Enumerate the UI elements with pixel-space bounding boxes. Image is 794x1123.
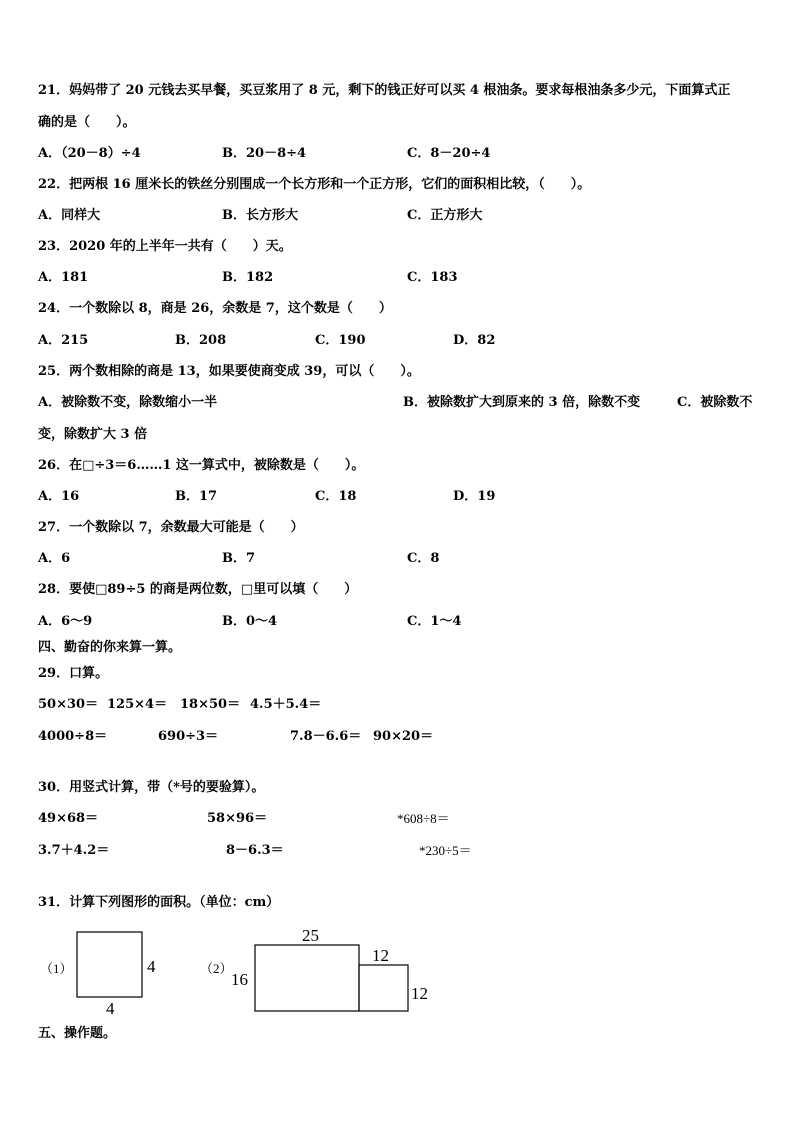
fig1-side-right: 4 bbox=[147, 957, 156, 976]
q25-option-c-start: C．被除数不 bbox=[677, 395, 753, 410]
q25-stem: 25．两个数相除的商是 13，如果要使商变成 39，可以（ ）。 bbox=[38, 364, 420, 379]
q29-row1-item3: 18×50＝ bbox=[180, 697, 241, 712]
q28-stem: 28．要使□89÷5 的商是两位数，□里可以填（ ） bbox=[38, 582, 358, 597]
q28-option-a: A．6～9 bbox=[38, 614, 93, 629]
q24-option-c: C．190 bbox=[315, 333, 366, 348]
q29-row2-item4: 90×20＝ bbox=[373, 729, 434, 744]
q25-option-c-end: 变，除数扩大 3 倍 bbox=[38, 427, 148, 442]
q24-option-d: D．82 bbox=[453, 333, 496, 348]
q29-row1-item4: 4.5＋5.4＝ bbox=[250, 697, 322, 712]
q30-row1-item1: 49×68＝ bbox=[38, 811, 99, 826]
q27-option-b: B．7 bbox=[222, 551, 256, 566]
fig2-small-top: 12 bbox=[372, 946, 389, 965]
q27-option-a: A．6 bbox=[38, 551, 71, 566]
q29-row2-item3: 7.8－6.6＝ bbox=[290, 729, 362, 744]
q26-option-a: A．16 bbox=[38, 489, 80, 504]
q30-row2-item2: 8－6.3＝ bbox=[226, 843, 284, 858]
fig2-large-rectangle bbox=[255, 945, 359, 1011]
q26-option-d: D．19 bbox=[453, 489, 496, 504]
section-5-heading: 五、操作题。 bbox=[38, 1026, 117, 1041]
q28-option-b: B．0～4 bbox=[222, 614, 278, 629]
q22-stem: 22．把两根 16 厘米长的铁丝分别围成一个长方形和一个正方形，它们的面积相比较，（ ）。 bbox=[38, 177, 591, 192]
section-4-heading: 四、勤奋的你来算一算。 bbox=[38, 640, 182, 655]
q26-stem: 26．在□÷3＝6……1 这一算式中，被除数是（ ）。 bbox=[38, 458, 365, 473]
q25-option-a: A．被除数不变，除数缩小一半 bbox=[38, 395, 218, 410]
q26-option-b: B．17 bbox=[175, 489, 218, 504]
q22-option-c: C．正方形大 bbox=[407, 208, 483, 223]
q27-option-c: C．8 bbox=[407, 551, 440, 566]
q23-stem: 23．2020 年的上半年一共有（ ）天。 bbox=[38, 239, 292, 254]
q22-option-b: B．长方形大 bbox=[222, 208, 298, 223]
fig2-big-top: 25 bbox=[302, 926, 319, 945]
q30-row1-item2: 58×96＝ bbox=[207, 811, 268, 826]
fig2-small-square bbox=[359, 965, 408, 1011]
q31-stem: 31．计算下列图形的面积。（单位：cm） bbox=[38, 895, 280, 910]
q21-stem-line1: 21．妈妈带了 20 元钱去买早餐，买豆浆用了 8 元，剩下的钱正好可以买 4 根油条。要求每根油条多少元，下面算式正 bbox=[38, 83, 731, 98]
q30-stem: 30．用竖式计算，带（*号的要验算）。 bbox=[38, 780, 265, 795]
q29-row2-item1: 4000÷8＝ bbox=[38, 729, 108, 744]
q22-option-a: A．同样大 bbox=[38, 208, 101, 223]
fig2-label: （2） bbox=[200, 961, 233, 976]
q24-option-a: A．215 bbox=[38, 333, 89, 348]
q21-stem-line2: 确的是（ ）。 bbox=[38, 115, 136, 130]
fig1-label: （1） bbox=[40, 961, 73, 976]
q29-row2-item2: 690÷3＝ bbox=[158, 729, 219, 744]
q23-option-a: A．181 bbox=[38, 270, 89, 285]
q23-option-b: B．182 bbox=[222, 270, 274, 285]
q24-option-b: B．208 bbox=[175, 333, 227, 348]
fig1-square bbox=[77, 932, 142, 997]
q21-option-a: A．（20－8）÷4 bbox=[38, 146, 141, 161]
fig1-side-bottom: 4 bbox=[106, 999, 115, 1018]
q24-stem: 24．一个数除以 8，商是 26，余数是 7，这个数是（ ） bbox=[38, 301, 392, 316]
q29-row1-item2: 125×4＝ bbox=[107, 697, 168, 712]
q23-option-c: C．183 bbox=[407, 270, 458, 285]
q26-option-c: C．18 bbox=[315, 489, 357, 504]
q30-row2-item3: *230÷5＝ bbox=[419, 843, 472, 858]
q21-option-b: B．20－8÷4 bbox=[222, 146, 307, 161]
q29-row1-item1: 50×30＝ bbox=[38, 697, 99, 712]
fig2-small-right: 12 bbox=[411, 984, 428, 1003]
q30-row1-item3: *608÷8＝ bbox=[397, 811, 450, 826]
q30-row2-item1: 3.7＋4.2＝ bbox=[38, 843, 110, 858]
q31-figures bbox=[0, 920, 794, 1020]
q25-option-b: B．被除数扩大到原来的 3 倍，除数不变 bbox=[403, 395, 641, 410]
q28-option-c: C．1～4 bbox=[407, 614, 462, 629]
q29-stem: 29．口算。 bbox=[38, 666, 109, 681]
q21-option-c: C．8－20÷4 bbox=[407, 146, 491, 161]
fig2-big-left: 16 bbox=[231, 970, 248, 989]
q27-stem: 27．一个数除以 7，余数最大可能是（ ） bbox=[38, 520, 304, 535]
